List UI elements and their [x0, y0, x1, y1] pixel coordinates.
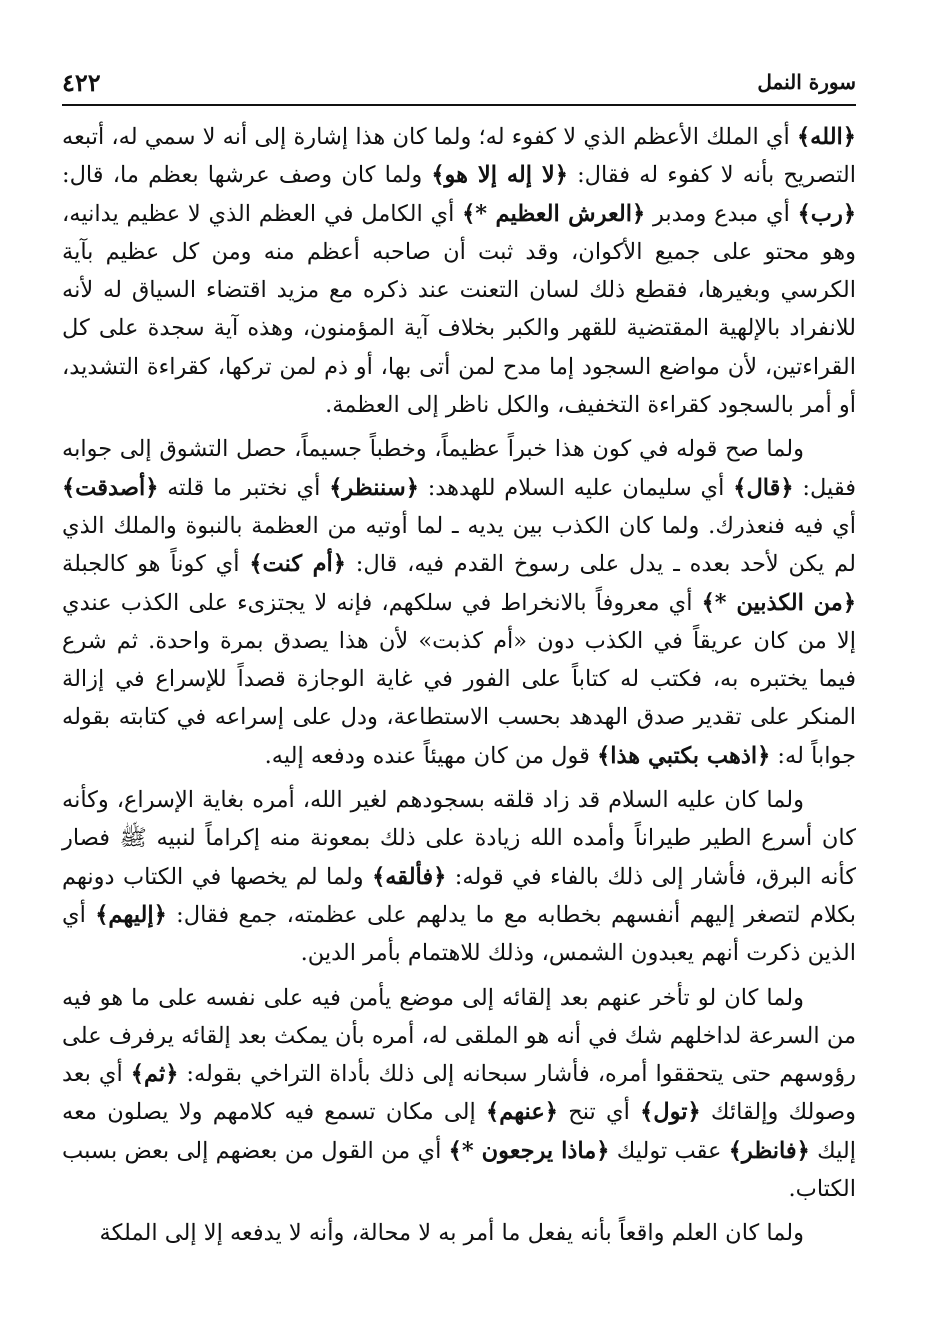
quran-quote: ﴿ثم﴾: [130, 1061, 179, 1088]
quran-quote: ﴿لا إله إلا هو﴾: [431, 162, 568, 189]
quran-quote: ﴿أم كنت﴾: [249, 551, 346, 578]
quran-quote: ﴿ماذا يرجعون *﴾: [448, 1137, 610, 1164]
quran-quote: ﴿فانظر﴾: [728, 1137, 810, 1164]
running-title: سورة النمل: [757, 70, 856, 94]
quran-quote: ﴿رب﴾: [797, 200, 857, 227]
commentary-text: إلى مكان تسمع فيه كلامهم ولا يصلون معه إليك: [62, 1099, 856, 1164]
quran-quote: ﴿تول﴾: [640, 1099, 701, 1126]
commentary-text: ولما كان لو تأخر عنهم بعد إلقائه إلى موضع يأمن فيه على نفسه على ما هو فيه من السرعة لداخلهم شك في أنه هو الملقى له، أمره بأن يمكث بعد إلقائه يرفرف على رؤوسهم حتى يتحققوا أمره، فأشار سبحانه إلى ذلك بأداة التراخي بقوله:: [62, 984, 856, 1088]
paragraph-1: [62, 118, 856, 424]
commentary-text: أي تنح: [557, 1099, 641, 1126]
quran-quote: ﴿عنهم﴾: [486, 1099, 558, 1126]
quran-quote: ﴿اذهب بكتبي هذا﴾: [597, 742, 771, 769]
commentary-text: ولما كان وصف عرشها بعظم ما، قال:: [62, 162, 432, 189]
commentary-text: ولما صح قوله في كون هذا خبراً عظيماً، وخطباً جسيماً، حصل التشوق إلى جوابه فقيل:: [62, 436, 856, 501]
quran-quote: ﴿إليهم﴾: [95, 901, 167, 928]
commentary-text: أي مبدع ومدبر: [645, 200, 798, 227]
quran-quote: ﴿أصدقت﴾: [62, 474, 159, 501]
commentary-text: أي كوناً هو كالجبلة: [62, 551, 250, 578]
commentary-text: أي بعد وصولك وإلقائك: [62, 1061, 857, 1126]
paragraph-5: [62, 1214, 856, 1252]
commentary-text: أي من القول من بعضهم إلى بعض بسبب الكتاب.: [62, 1137, 856, 1203]
quran-quote: ﴿من الكذبين *﴾: [701, 589, 856, 616]
commentary-text: ولما كان العلم واقعاً بأنه يفعل ما أمر به لا محالة، وأنه لا يدفعه إلا إلى الملكة: [99, 1220, 804, 1247]
paragraph-2: [62, 430, 856, 775]
commentary-text: قول من كان مهيئاً عنده ودفعه إليه.: [264, 742, 598, 769]
page-header: [62, 60, 856, 106]
paragraph-4: [62, 979, 856, 1209]
commentary-text: ولما لم يخصها في الكتاب دونهم بكلام لتصغر إليهم أنفسهم بخطابه مع ما يدلهم على عظمته، جمع فقال:: [62, 863, 856, 928]
commentary-text: أي الذين ذكرت أنهم يعبدون الشمس، وذلك للاهتمام بأمر الدين.: [62, 901, 856, 967]
quran-quote: ﴿قال﴾: [733, 474, 794, 501]
page-number: ٤٢٢: [62, 67, 101, 97]
commentary-text: أي معروفاً بالانخراط في سلكهم، فإنه لا يجتزىء على الكذب عندي إلا من كان عريقاً في الكذب دون «أم كذبت» لأن هذا يصدق بمرة واحدة. ثم شرع فيما يختبره به، فكتب له كتاباً على الفور في غاية الوجازة قصداً للإسراع في إزالة المنكر على تقدير صدق الهدهد بحسب الاستطاعة، ودل على إسراعه في كتابته بقوله جواباً له:: [62, 589, 856, 769]
commentary-text: أي فيه فنعذرك. ولما كان الكذب بين يديه ـ لما أوتيه من العظمة بالنبوة والملك الذي لم يكن لأحد بعده ـ يدل على رسوخ القدم فيه، قال:: [62, 512, 856, 578]
quran-quote: ﴿الله﴾: [797, 124, 856, 150]
commentary-text: عقب توليك: [609, 1137, 729, 1164]
commentary-text: أي الملك الأعظم الذي لا كفوء له؛ ولما كان هذا إشارة إلى أنه لا سمي له، أتبعه التصريح بأنه لا كفوء له فقال:: [62, 124, 856, 189]
paragraph-3: [62, 781, 856, 972]
body-text: [62, 118, 856, 1259]
quran-quote: ﴿العرش العظيم *﴾: [462, 200, 646, 227]
quran-quote: ﴿فألقه﴾: [372, 863, 447, 890]
commentary-text: أي نختبر ما قلته: [158, 474, 330, 501]
quran-quote: ﴿سننظر﴾: [329, 474, 419, 501]
commentary-text: أي الكامل في العظم الذي لا عظيم يدانيه، وهو محتو على جميع الأكوان، وقد ثبت أن صاحبه أعظم منه ومن كل عظيم بآية الكرسي وبغيرها، فقطع ذلك لسان التعنت عند ذكره مع مزيد اقتضاء السياق له لأنه للانفراد بالإلهية المقتضية للقهر والكبر بخلاف آية المؤمنون، وهذه آية سجدة على كل القراءتين، لأن مواضع السجود إما مدح لمن أتى بها، أو ذم لمن تركها، كقراءة التشديد، أو أمر بالسجود كقراءة التخفيف، والكل ناظر إلى العظمة.: [62, 200, 856, 419]
commentary-text: أي سليمان عليه السلام للهدهد:: [418, 474, 734, 501]
commentary-text: ولما كان عليه السلام قد زاد قلقه بسجودهم لغير الله، أمره بغاية الإسراع، وكأنه كان أسرع الطير طيراناً وأمده الله زيادة على ذلك بمعونة منه إكراماً لنبيه ﷺ فصار كأنه البرق، فأشار إلى ذلك بالفاء في قوله:: [62, 787, 856, 890]
